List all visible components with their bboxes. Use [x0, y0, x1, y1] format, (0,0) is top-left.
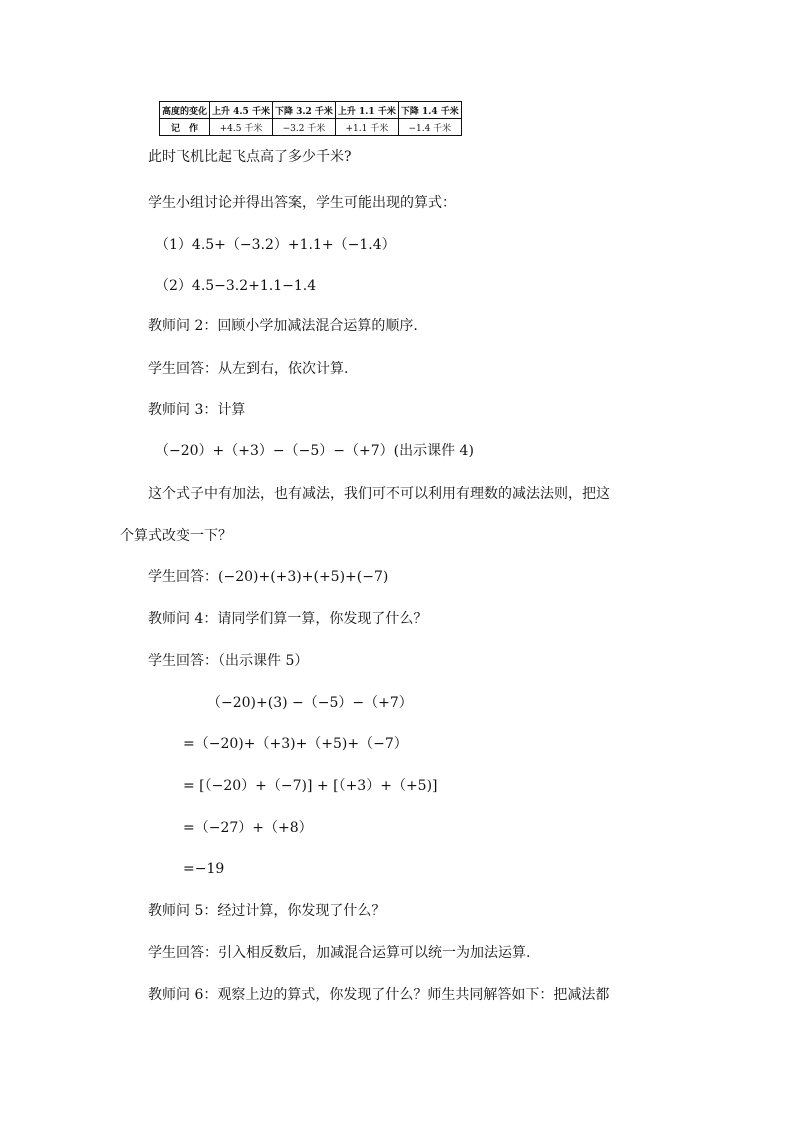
- question-line: 此时飞机比起飞点高了多少千米?: [148, 149, 352, 165]
- table-cell: 下降 3.2 千米: [272, 102, 335, 119]
- student-answer-line: 学生回答：（出示课件 5）: [148, 653, 309, 669]
- table-cell: +1.1 千米: [335, 119, 398, 136]
- paragraph-line: 个算式改变一下？: [120, 528, 232, 544]
- table-cell: 上升 4.5 千米: [210, 102, 273, 119]
- calculation-step: =−19: [183, 861, 225, 877]
- calculation-step: =（−27）+（+8）: [183, 820, 313, 836]
- table-cell: 记 作: [160, 119, 210, 136]
- student-answer-line: 学生回答：引入相反数后，加减混合运算可以统一为加法运算.: [148, 945, 531, 961]
- teacher-question-line: 教师问 6：观察上边的算式，你发现了什么？师生共同解答如下：把减法都: [148, 987, 610, 1003]
- calculation-step: = [（−20）+（−7)] + [（+3）+（+5)]: [183, 778, 438, 794]
- calculation-step: （−20)+(3) −（−5）−（+7）: [207, 695, 413, 711]
- teacher-question-line: 教师问 2：回顾小学加减法混合运算的顺序.: [148, 318, 418, 334]
- table-cell: 高度的变化: [160, 102, 210, 119]
- table-cell: +4.5 千米: [210, 119, 273, 136]
- table-cell: −3.2 千米: [272, 119, 335, 136]
- table-cell: 下降 1.4 千米: [398, 102, 461, 119]
- paragraph-line: 学生小组讨论并得出答案，学生可能出现的算式：: [148, 195, 456, 211]
- calculation-step: =（−20)+（+3)+（+5)+（−7）: [183, 736, 408, 752]
- expression-line: （2）4.5−3.2+1.1−1.4: [155, 278, 317, 294]
- teacher-question-line: 教师问 5：经过计算，你发现了什么？: [148, 903, 386, 919]
- student-answer-line: 学生回答：从左到右，依次计算.: [148, 361, 349, 377]
- paragraph-line: 这个式子中有加法，也有减法，我们可不可以利用有理数的减法法则，把这: [148, 486, 610, 502]
- teacher-question-line: 教师问 4：请同学们算一算，你发现了什么？: [148, 611, 428, 627]
- table-cell: −1.4 千米: [398, 119, 461, 136]
- table-row: [160, 102, 462, 119]
- expression-line: （−20）+（+3）−（−5）−（+7）(出示课件 4): [155, 443, 474, 459]
- expression-line: （1）4.5+（−3.2）+1.1+（−1.4）: [155, 237, 396, 253]
- teacher-question-line: 教师问 3：计算: [148, 402, 246, 418]
- student-answer-line: 学生回答：(−20)+(+3)+(+5)+(−7): [148, 569, 389, 585]
- altitude-change-table: [159, 101, 462, 136]
- table-cell: 上升 1.1 千米: [335, 102, 398, 119]
- table-row: [160, 119, 462, 136]
